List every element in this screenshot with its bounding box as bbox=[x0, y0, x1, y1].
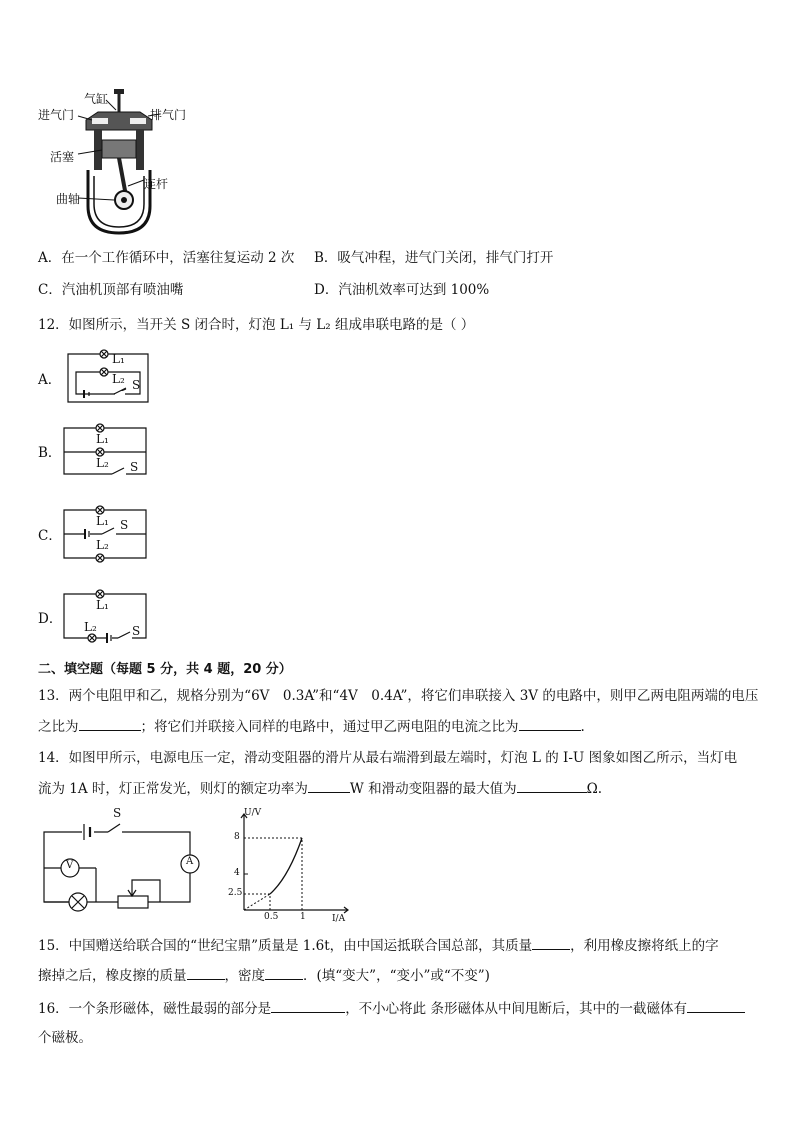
circuit-c-l1: L₁ bbox=[96, 514, 109, 528]
engine-label-rod: 连杆 bbox=[144, 177, 169, 191]
q12-stem-l2: L₂ bbox=[316, 317, 331, 333]
circuit-d-l2: L₂ bbox=[84, 620, 97, 634]
q11-option-a: A．在一个工作循环中，活塞往复运动 2 次 bbox=[38, 250, 295, 266]
q15-text-d: ，密度 bbox=[224, 968, 265, 984]
q15-text-a: 15．中国赠送给联合国的“世纪宝鼎”质量是 1.6t，由中国运抵联合国总部，其质量 bbox=[38, 938, 533, 954]
q14-blank-1[interactable] bbox=[308, 778, 350, 793]
q12-option-a: A． bbox=[38, 372, 62, 388]
q14-circuit-voltmeter: V bbox=[66, 860, 74, 871]
q14-graph bbox=[224, 808, 354, 924]
q13-text-b: ；将它们并联接入同样的电路中，通过甲乙两电阻的电流之比为 bbox=[140, 719, 519, 735]
q15-blank-2[interactable] bbox=[187, 965, 225, 980]
engine-label-crank: 曲轴 bbox=[56, 192, 81, 206]
circuit-a-l2: L₂ bbox=[112, 372, 125, 386]
q12-option-b: B． bbox=[38, 445, 62, 461]
circuit-a-l1: L₁ bbox=[112, 352, 125, 366]
q16-text-a: 16．一个条形磁体，磁性最弱的部分是 bbox=[38, 1001, 272, 1017]
q13-line1: 13．两个电阻甲和乙，规格分别为“6V 0.3A”和“4V 0.4A”，将它们串联接入 3V 的电路中，则甲乙两电阻两端的电压 bbox=[38, 688, 759, 704]
q14-text-c: Ω. bbox=[586, 781, 603, 797]
q15-blank-1[interactable] bbox=[532, 935, 570, 950]
q12-option-c: C． bbox=[38, 528, 62, 544]
q14-graph-y8: 8 bbox=[234, 832, 240, 842]
q14-graph-yaxis: U/V bbox=[244, 808, 262, 818]
section-2-heading: 二、填空题（每题 5 分，共 4 题，20 分） bbox=[38, 662, 292, 677]
q14-graph-xaxis: I/A bbox=[332, 914, 346, 924]
engine-label-exhaust: 排气门 bbox=[150, 108, 187, 122]
q16-line2: 个磁极。 bbox=[38, 1030, 92, 1046]
q12-stem-post: 组成串联电路的是（ ） bbox=[330, 317, 475, 333]
q14-graph-y4: 4 bbox=[234, 868, 240, 878]
q14-text-b: W 和滑动变阻器的最大值为 bbox=[349, 781, 517, 797]
circuit-d-s: S bbox=[132, 624, 141, 638]
circuit-b-s: S bbox=[130, 460, 139, 474]
q16-blank-2[interactable] bbox=[687, 998, 745, 1013]
q14-graph-x05: 0.5 bbox=[264, 912, 279, 922]
circuit-d-l1: L₁ bbox=[96, 598, 109, 612]
q14-graph-y25: 2.5 bbox=[228, 888, 243, 898]
q11-option-b: B．吸气冲程，进气门关闭，排气门打开 bbox=[314, 250, 554, 266]
q12-stem-l1: L₁ bbox=[279, 317, 295, 333]
q12-stem-pre: 12．如图所示，当开关 S 闭合时，灯泡 bbox=[38, 317, 280, 333]
q15-text-b: ，利用橡皮擦将纸上的字 bbox=[570, 938, 719, 954]
q11-option-d: D．汽油机效率可达到 100% bbox=[314, 282, 490, 298]
q14-graph-x1: 1 bbox=[300, 912, 306, 922]
q11-option-c: C．汽油机顶部有喷油嘴 bbox=[38, 282, 184, 298]
q14-blank-2[interactable] bbox=[517, 778, 587, 793]
circuit-b-l2: L₂ bbox=[96, 456, 109, 470]
circuit-b-l1: L₁ bbox=[96, 432, 109, 446]
q12-option-d: D． bbox=[38, 611, 63, 627]
engine-label-cylinder: 气缸 bbox=[84, 92, 109, 106]
q13-text-c: . bbox=[580, 719, 585, 735]
q13-line2 bbox=[38, 716, 585, 737]
q14-circuit-s: S bbox=[113, 806, 122, 820]
q14-line1: 14．如图甲所示，电源电压一定，滑动变阻器的滑片从最右端滑到最左端时，灯泡 L 的 I-U 图象如图乙所示，当灯电 bbox=[38, 750, 738, 766]
q15-line2 bbox=[38, 965, 490, 986]
q15-text-c: 擦掉之后，橡皮擦的质量 bbox=[38, 968, 187, 984]
q14-circuit-ammeter: A bbox=[186, 856, 194, 867]
q14-text-a: 流为 1A 时，灯正常发光，则灯的额定功率为 bbox=[38, 781, 308, 797]
q14-circuit bbox=[40, 818, 200, 924]
circuit-a-s: S bbox=[132, 378, 141, 392]
engine-label-intake: 进气门 bbox=[38, 108, 75, 122]
q12-stem bbox=[38, 315, 474, 335]
q13-text-a: 之比为 bbox=[38, 719, 79, 735]
q16-text-b: ，不小心将此 条形磁体从中间甩断后，其中的一截磁体有 bbox=[345, 1001, 687, 1017]
circuit-b bbox=[62, 418, 152, 480]
q16-line1 bbox=[38, 998, 745, 1019]
q13-blank-1[interactable] bbox=[79, 716, 141, 731]
circuit-c-s: S bbox=[120, 518, 129, 532]
engine-label-piston: 活塞 bbox=[50, 150, 75, 164]
q15-text-e: ．(填“变大”，“变小”或“不变”) bbox=[303, 968, 490, 984]
q15-blank-3[interactable] bbox=[265, 965, 303, 980]
q15-line1 bbox=[38, 935, 719, 956]
circuit-c-l2: L₂ bbox=[96, 538, 109, 552]
q13-blank-2[interactable] bbox=[519, 716, 581, 731]
q14-line2 bbox=[38, 778, 602, 799]
circuit-c bbox=[62, 500, 152, 564]
q16-blank-1[interactable] bbox=[271, 998, 345, 1013]
q12-stem-mid: 与 bbox=[294, 317, 317, 333]
